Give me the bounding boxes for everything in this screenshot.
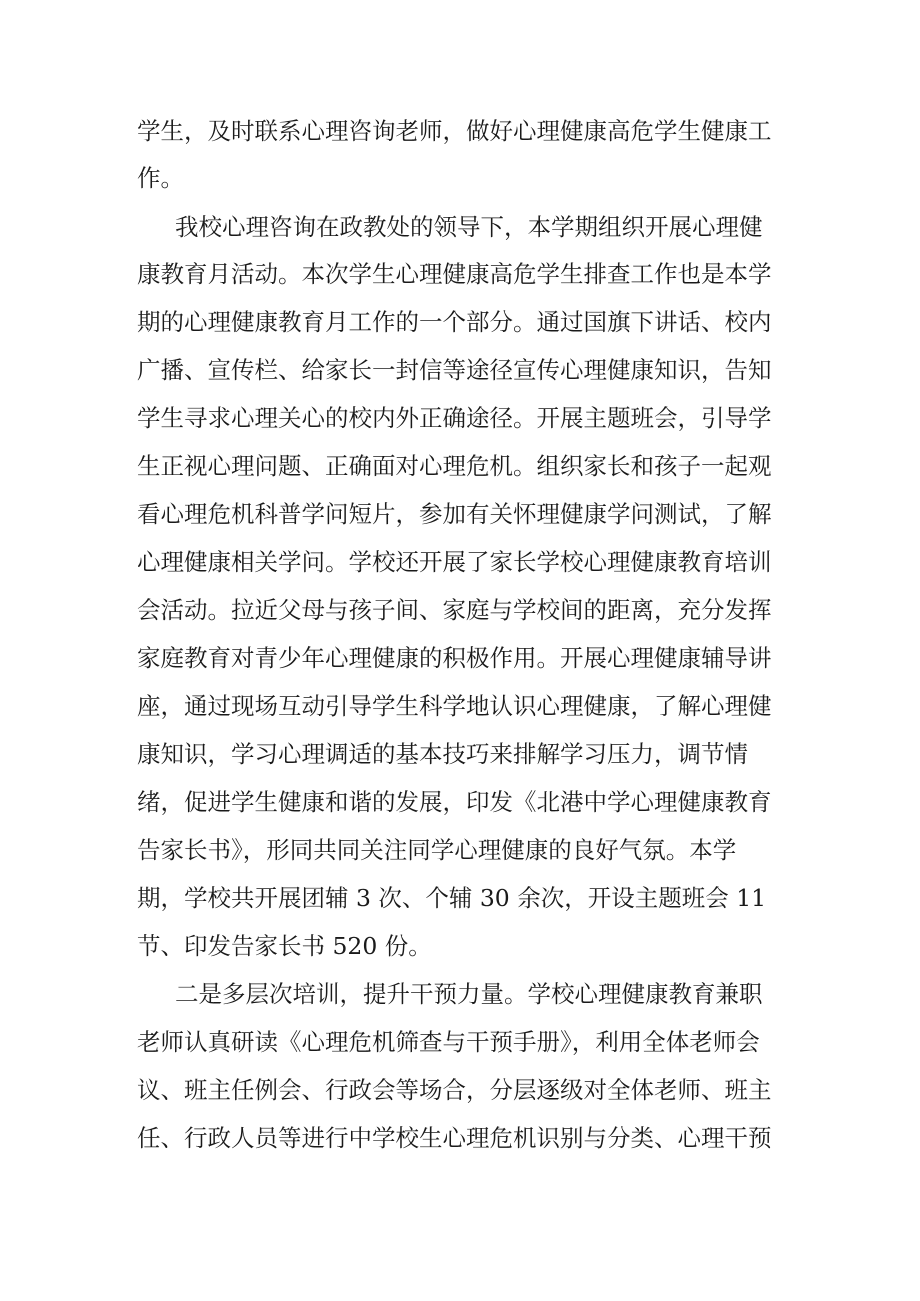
text-line: 作。: [137, 164, 184, 192]
text-line: 老师认真研读《心理危机筛查与干预手册》，利用全体老师会: [137, 1028, 760, 1056]
text-line: 我校心理咨询在政教处的领导下，本学期组织开展心理健: [175, 213, 763, 241]
text-line: 学生，及时联系心理咨询老师，做好心理健康高危学生健康工: [137, 117, 772, 145]
text-line: 二是多层次培训，提升干预力量。学校心理健康教育兼职: [175, 980, 763, 1008]
text-line: 议、班主任例会、行政会等场合，分层逐级对全体老师、班主: [137, 1076, 772, 1104]
text-line: 康知识，学习心理调适的基本技巧来排解学习压力，调节情: [137, 740, 748, 768]
text-line: 家庭教育对青少年心理健康的积极作用。开展心理健康辅导讲: [137, 644, 772, 672]
text-line: 生正视心理问题、正确面对心理危机。组织家长和孩子一起观: [137, 452, 772, 480]
text-line: 绪，促进学生健康和谐的发展，印发《北港中学心理健康教育: [137, 788, 772, 816]
text-line: 节、印发告家长书 520 份。: [137, 932, 432, 960]
text-line: 任、行政人员等进行中学校生心理危机识别与分类、心理干预: [137, 1124, 772, 1152]
text-line: 广播、宣传栏、给家长一封信等途径宣传心理健康知识，告知: [137, 356, 772, 384]
text-line: 康教育月活动。本次学生心理健康高危学生排查工作也是本学: [137, 260, 772, 288]
text-line: 看心理危机科普学问短片，参加有关怀理健康学问测试，了解: [137, 500, 772, 528]
text-line: 期，学校共开展团辅 3 次、个辅 30 余次，开设主题班会 11: [137, 884, 767, 912]
text-line: 学生寻求心理关心的校内外正确途径。开展主题班会，引导学: [137, 404, 772, 432]
text-line: 期的心理健康教育月工作的一个部分。通过国旗下讲话、校内: [137, 308, 772, 336]
text-line: 心理健康相关学问。学校还开展了家长学校心理健康教育培训: [137, 548, 772, 576]
text-line: 会活动。拉近父母与孩子间、家庭与学校间的距离，充分发挥: [137, 596, 772, 624]
text-line: 座，通过现场互动引导学生科学地认识心理健康，了解心理健: [137, 692, 772, 720]
text-line: 告家长书》，形同共同关注同学心理健康的良好气氛。本学: [137, 836, 737, 864]
